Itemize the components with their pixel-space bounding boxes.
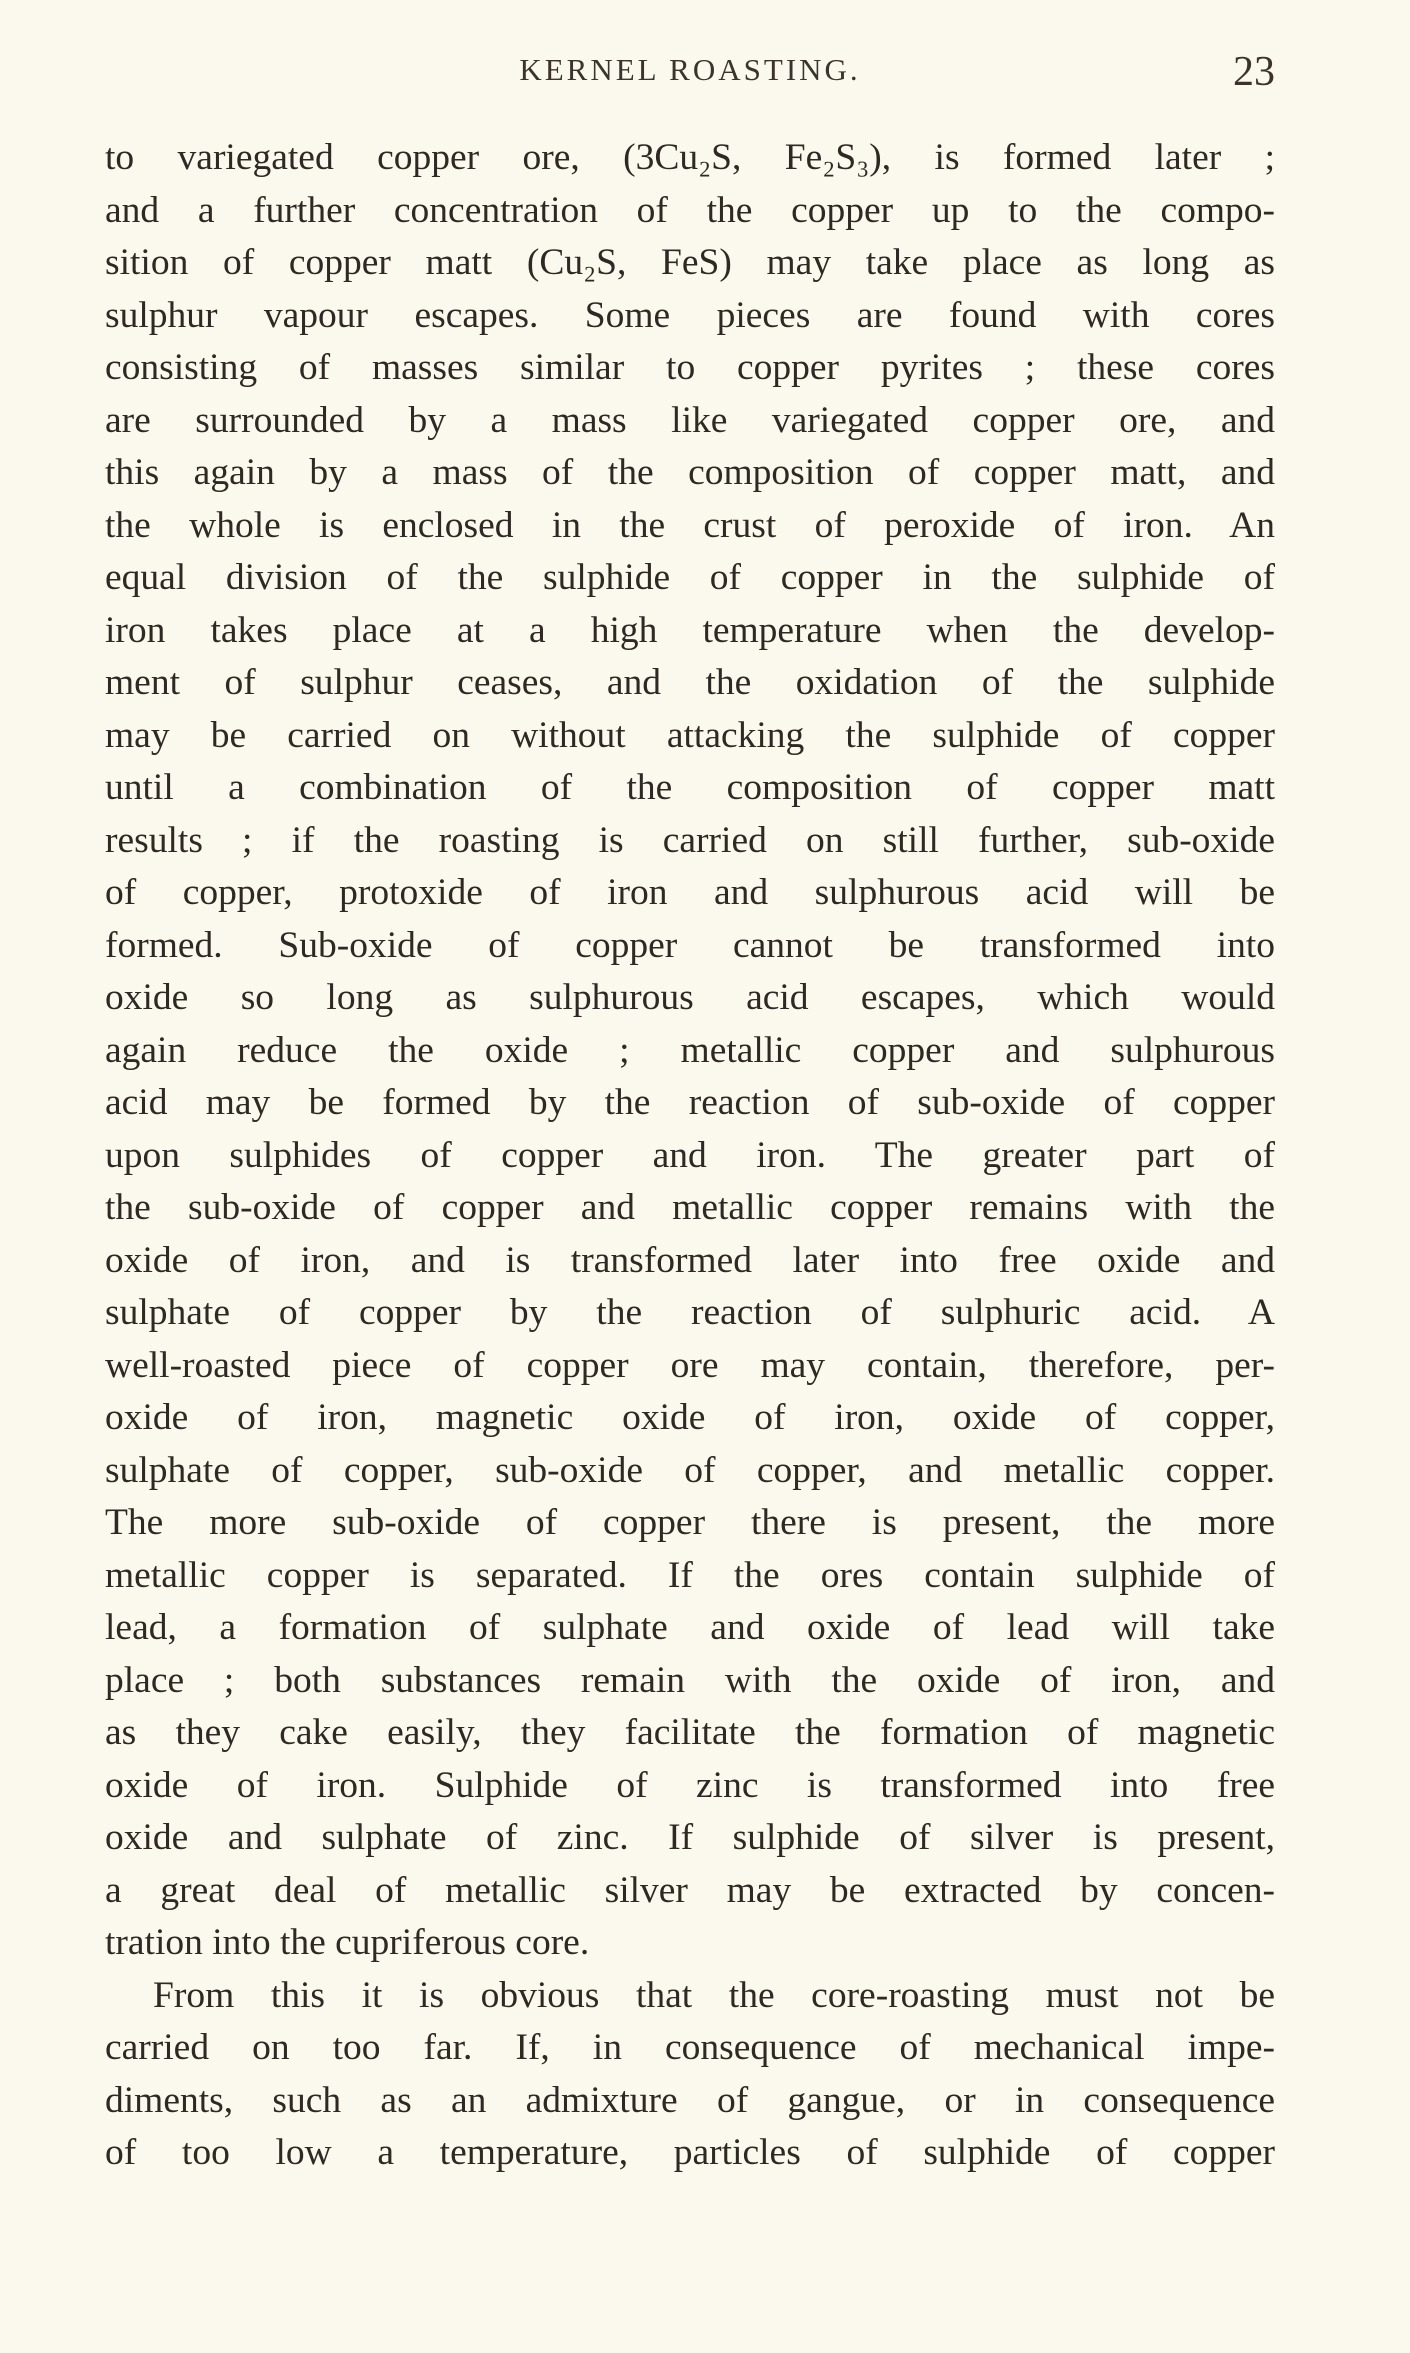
text-line: carried on too far. If, in consequence of mechanical impe- (105, 2027, 1275, 2068)
text-line: oxide so long as sulphurous acid escapes, which would (105, 977, 1275, 1018)
text-line: metallic copper is separated. If the ores contain sulphide of (105, 1554, 1275, 1596)
text-line: From this it is obvious that the core-roasting must not be (153, 1974, 1275, 2016)
text-line: results ; if the roasting is carried on still further, sub-oxide (105, 819, 1275, 861)
text-line: diments, such as an admixture of gangue, or in consequence (105, 2079, 1275, 2121)
text-line: this again by a mass of the composition of copper matt, and (105, 452, 1275, 493)
text-line: of too low a temperature, particles of sulphide of copper (105, 2132, 1275, 2173)
text-line: iron takes place at a high temperature when the develop- (105, 609, 1275, 651)
text-line: well-roasted piece of copper ore may contain, therefore, per- (105, 1344, 1275, 1386)
text-line: oxide of iron, magnetic oxide of iron, oxide of copper, (105, 1397, 1275, 1438)
text-line: as they cake easily, they facilitate the formation of magnetic (105, 1712, 1275, 1753)
running-head (105, 49, 1275, 102)
text-line: the sub-oxide of copper and metallic copper remains with the (105, 1187, 1275, 1228)
text-line: lead, a formation of sulphate and oxide of lead will take (105, 1607, 1275, 1648)
text-line: until a combination of the composition of copper matt (105, 767, 1275, 808)
text-line: are surrounded by a mass like variegated copper ore, and (105, 399, 1275, 441)
text-line: upon sulphides of copper and iron. The greater part of (105, 1134, 1275, 1176)
text-line: consisting of masses similar to copper pyrites ; these cores (105, 347, 1275, 388)
text-line: again reduce the oxide ; metallic copper and sulphurous (105, 1029, 1275, 1071)
text-line: ment of sulphur ceases, and the oxidation of the sulphide (105, 662, 1275, 703)
text-line: The more sub-oxide of copper there is present, the more (105, 1502, 1275, 1543)
text-line: acid may be formed by the reaction of sub-oxide of copper (105, 1082, 1275, 1123)
text-line: formed. Sub-oxide of copper cannot be transformed into (105, 924, 1275, 966)
text-line: sulphate of copper by the reaction of sulphuric acid. A (105, 1292, 1275, 1333)
text-line: a great deal of metallic silver may be extracted by concen- (105, 1869, 1275, 1911)
text-line: tration into the cupriferous core. (105, 1922, 590, 1963)
running-title: KERNEL ROASTING. (519, 52, 861, 87)
page-number: 23 (1233, 49, 1275, 95)
text-line: oxide of iron. Sulphide of zinc is transformed into free (105, 1764, 1275, 1806)
text-line: to variegated copper ore, (3Cu₂S, Fe₂S₃), is formed later ; (105, 137, 1275, 178)
text-line: of copper, protoxide of iron and sulphurous acid will be (105, 872, 1275, 913)
text-line: may be carried on without attacking the sulphide of copper (105, 714, 1275, 756)
text-line: sulphur vapour escapes. Some pieces are found with cores (105, 294, 1275, 336)
text-line: place ; both substances remain with the oxide of iron, and (105, 1659, 1275, 1701)
text-line: oxide and sulphate of zinc. If sulphide of silver is present, (105, 1817, 1275, 1858)
text-line: sition of copper matt (Cu₂S, FeS) may take place as long as (105, 242, 1275, 283)
text-line: equal division of the sulphide of copper in the sulphide of (105, 557, 1275, 598)
text-line: the whole is enclosed in the crust of peroxide of iron. An (105, 504, 1275, 546)
text-line: oxide of iron, and is transformed later into free oxide and (105, 1239, 1275, 1281)
text-line: sulphate of copper, sub-oxide of copper, and metallic copper. (105, 1449, 1275, 1491)
body-text (105, 132, 1275, 2180)
text-line: and a further concentration of the copper up to the compo- (105, 189, 1275, 231)
